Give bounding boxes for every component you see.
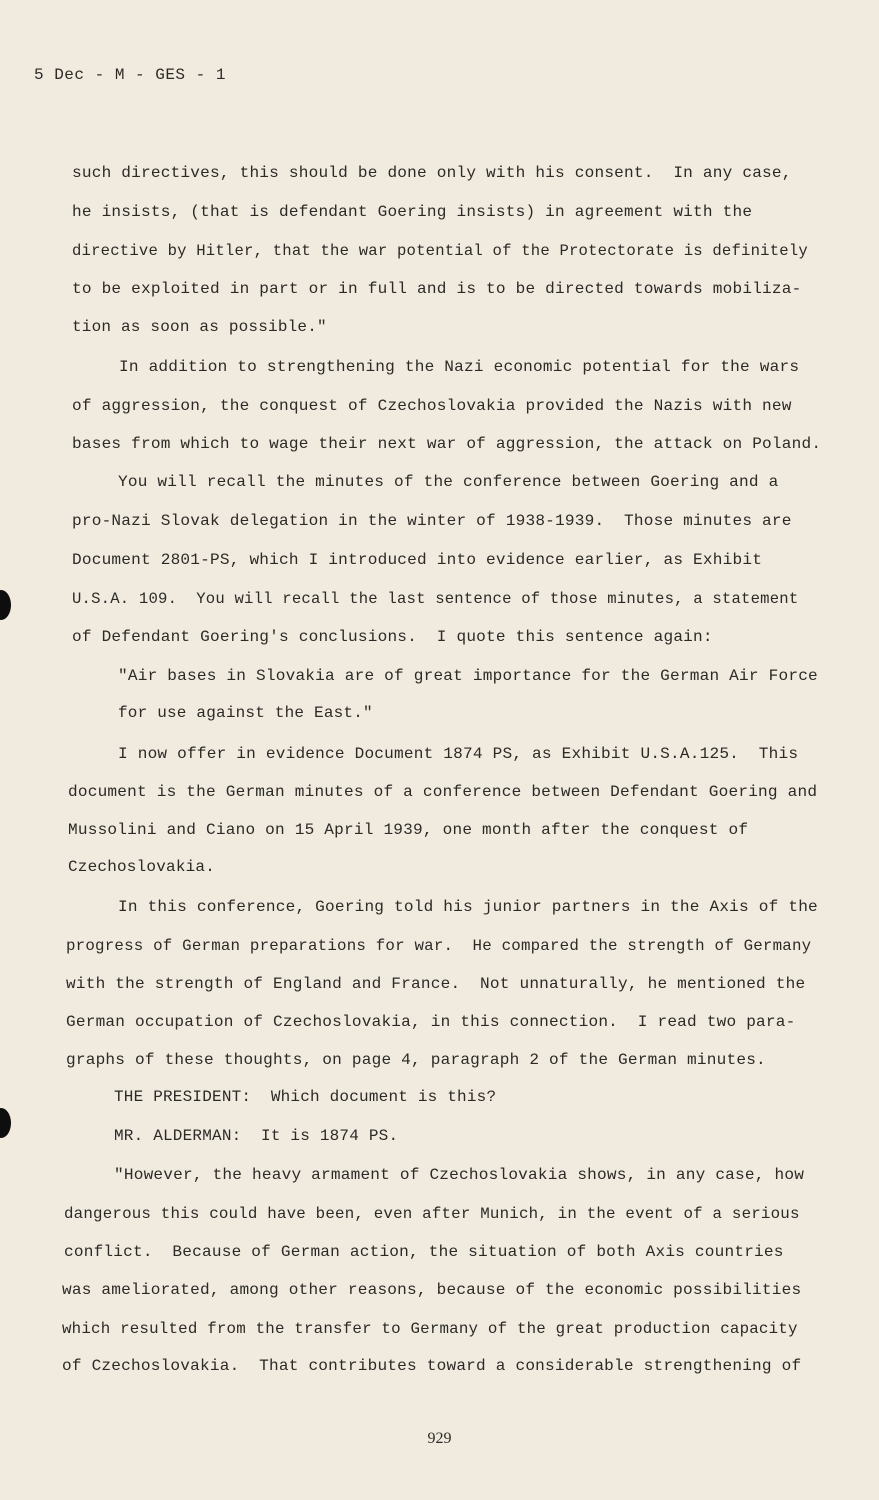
text-line: You will recall the minutes of the conference between Goering and a — [118, 473, 779, 491]
text-line: tion as soon as possible." — [72, 318, 327, 336]
page-header: 5 Dec - M - GES - 1 — [34, 66, 226, 84]
text-line: Mussolini and Ciano on 15 April 1939, one month after the conquest of — [68, 821, 749, 839]
text-line: graphs of these thoughts, on page 4, paragraph 2 of the German minutes. — [66, 1051, 766, 1069]
text-line: of Defendant Goering's conclusions. I quote this sentence again: — [72, 628, 713, 646]
binder-hole-mark — [0, 1108, 11, 1138]
text-line: U.S.A. 109. You will recall the last sentence of those minutes, a statement — [72, 590, 799, 608]
text-line: such directives, this should be done only with his consent. In any case, — [72, 164, 792, 182]
text-line: German occupation of Czechoslovakia, in this connection. I read two para- — [66, 1013, 796, 1031]
binder-hole-mark — [0, 590, 11, 620]
quote-line: was ameliorated, among other reasons, because of the economic possibilities — [62, 1281, 802, 1299]
text-line: to be exploited in part or in full and is to be directed towards mobiliza- — [72, 280, 802, 298]
page-number: 929 — [427, 1430, 452, 1447]
speaker-line: MR. ALDERMAN: It is 1874 PS. — [114, 1127, 399, 1145]
text-line: pro-Nazi Slovak delegation in the winter of 1938-1939. Those minutes are — [72, 512, 792, 530]
text-line: with the strength of England and France. Not unnaturally, he mentioned the — [66, 975, 806, 993]
text-line: of aggression, the conquest of Czechoslovakia provided the Nazis with new — [72, 397, 792, 415]
text-line: he insists, (that is defendant Goering insists) in agreement with the — [72, 203, 753, 221]
text-line: Czechoslovakia. — [68, 858, 216, 876]
quote-line: for use against the East." — [118, 704, 373, 722]
text-line: progress of German preparations for war. He compared the strength of Germany — [66, 937, 812, 955]
quote-line: conflict. Because of German action, the situation of both Axis countries — [64, 1243, 784, 1261]
text-line: directive by Hitler, that the war potential of the Protectorate is definitely — [72, 242, 808, 260]
text-line: document is the German minutes of a conference between Defendant Goering and — [68, 783, 818, 801]
speaker-line: THE PRESIDENT: Which document is this? — [114, 1088, 497, 1106]
text-line: bases from which to wage their next war of aggression, the attack on Poland. — [72, 435, 822, 453]
quote-line: of Czechoslovakia. That contributes toward a considerable strengthening of — [62, 1357, 802, 1375]
text-line: Document 2801-PS, which I introduced into evidence earlier, as Exhibit — [72, 551, 763, 569]
text-line: I now offer in evidence Document 1874 PS, as Exhibit U.S.A.125. This — [118, 745, 799, 763]
text-line: In this conference, Goering told his junior partners in the Axis of the — [118, 898, 818, 916]
quote-line: dangerous this could have been, even after Munich, in the event of a serious — [64, 1205, 800, 1223]
quote-line: which resulted from the transfer to Germany of the great production capacity — [62, 1320, 798, 1338]
quote-line: "Air bases in Slovakia are of great importance for the German Air Force — [118, 667, 818, 685]
quote-line: "However, the heavy armament of Czechoslovakia shows, in any case, how — [114, 1166, 805, 1184]
text-line: In addition to strengthening the Nazi economic potential for the wars — [119, 358, 800, 376]
